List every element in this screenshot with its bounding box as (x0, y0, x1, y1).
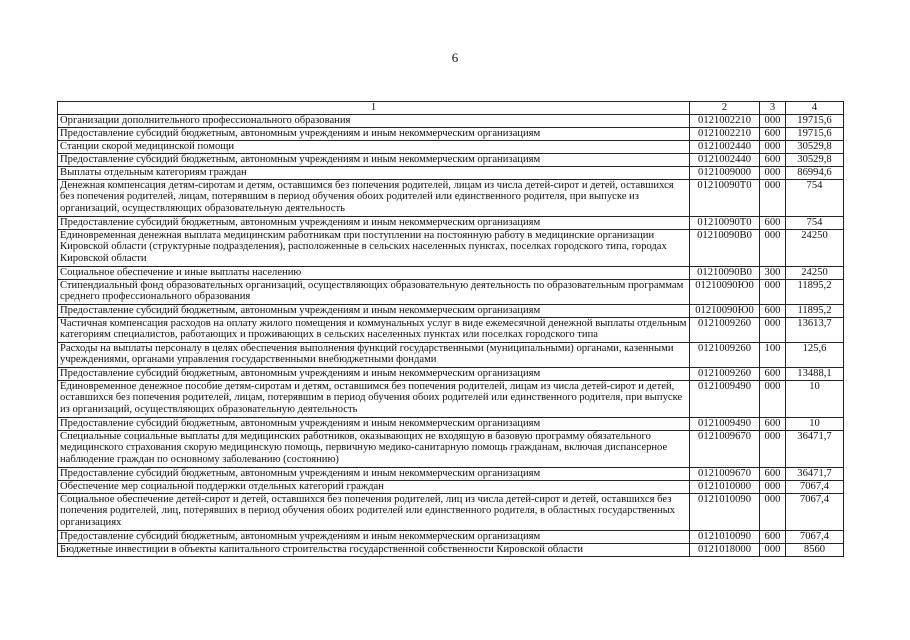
row-amount-cell: 7067,4 (786, 530, 844, 543)
table-header-row (58, 102, 844, 115)
row-name-cell: Обеспечение мер социальной поддержки отдельных категорий граждан (58, 480, 690, 493)
table-row (58, 229, 844, 266)
row-type-cell: 000 (760, 493, 786, 530)
row-amount-cell: 19715,6 (786, 114, 844, 127)
table-row (58, 430, 844, 467)
row-name-cell: Единовременная денежная выплата медицинским работникам при поступлении на постоянную работу в медицинские организации Кировской области (структурные подразделения), расположенные в сельских населенных пунктах, поселках городского типа, городах Кировской области (58, 229, 690, 266)
table-row (58, 342, 844, 367)
row-type-cell: 000 (760, 179, 786, 216)
row-name-cell: Предоставление субсидий бюджетным, автономным учреждениям и иным некоммерческим организациям (58, 127, 690, 140)
row-code-cell: 0121002210 (690, 127, 760, 140)
table-row (58, 153, 844, 166)
row-code-cell: 01210090В0 (690, 266, 760, 279)
header-col-1: 1 (58, 102, 690, 115)
row-code-cell: 0121002440 (690, 153, 760, 166)
row-type-cell: 000 (760, 480, 786, 493)
row-code-cell: 0121010090 (690, 493, 760, 530)
table-row (58, 380, 844, 417)
row-type-cell: 000 (760, 279, 786, 304)
row-type-cell: 000 (760, 114, 786, 127)
row-name-cell: Выплаты отдельным категориям граждан (58, 166, 690, 179)
table-row (58, 114, 844, 127)
row-type-cell: 600 (760, 153, 786, 166)
row-amount-cell: 13488,1 (786, 367, 844, 380)
row-type-cell: 600 (760, 216, 786, 229)
row-code-cell: 0121002440 (690, 140, 760, 153)
row-name-cell: Предоставление субсидий бюджетным, автономным учреждениям и иным некоммерческим организациям (58, 153, 690, 166)
row-code-cell: 01210090Т0 (690, 216, 760, 229)
row-type-cell: 600 (760, 530, 786, 543)
header-col-2: 2 (690, 102, 760, 115)
row-amount-cell: 7067,4 (786, 480, 844, 493)
row-code-cell: 0121009260 (690, 342, 760, 367)
row-type-cell: 000 (760, 166, 786, 179)
row-amount-cell: 11895,2 (786, 279, 844, 304)
table-row (58, 493, 844, 530)
table-row (58, 216, 844, 229)
table-row (58, 127, 844, 140)
table-row (58, 543, 844, 556)
row-code-cell: 0121009000 (690, 166, 760, 179)
row-amount-cell: 754 (786, 216, 844, 229)
row-name-cell: Социальное обеспечение и иные выплаты населению (58, 266, 690, 279)
row-name-cell: Единовременное денежное пособие детям-сиротам и детям, оставшимся без попечения родителей, лицам из числа детей-сирот и детей, оставшихся без попечения родителей, лицам, потерявшим в период обучения обоих родителей или единственного родителя, при выпуске из организаций, осуществляющих образовательную деятельность (58, 380, 690, 417)
row-code-cell: 01210090В0 (690, 229, 760, 266)
row-name-cell: Расходы на выплаты персоналу в целях обеспечения выполнения функций государственными (муниципальными) органами, казенными учреждениями, органами управления государственными внебюджетными фондами (58, 342, 690, 367)
row-amount-cell: 30529,8 (786, 153, 844, 166)
row-amount-cell: 10 (786, 380, 844, 417)
row-amount-cell: 754 (786, 179, 844, 216)
row-type-cell: 000 (760, 140, 786, 153)
row-name-cell: Предоставление субсидий бюджетным, автономным учреждениям и иным некоммерческим организациям (58, 467, 690, 480)
row-amount-cell: 7067,4 (786, 493, 844, 530)
row-code-cell: 0121009260 (690, 317, 760, 342)
budget-table (57, 101, 844, 557)
page-number: 6 (451, 50, 459, 65)
row-amount-cell: 19715,6 (786, 127, 844, 140)
row-name-cell: Предоставление субсидий бюджетным, автономным учреждениям и иным некоммерческим организациям (58, 417, 690, 430)
row-name-cell: Бюджетные инвестиции в объекты капитального строительства государственной собственности Кировской области (58, 543, 690, 556)
row-code-cell: 0121010090 (690, 530, 760, 543)
table-row (58, 179, 844, 216)
row-type-cell: 600 (760, 417, 786, 430)
row-type-cell: 000 (760, 317, 786, 342)
row-name-cell: Социальное обеспечение детей-сирот и детей, оставшихся без попечения родителей, лиц из числа детей-сирот и детей, оставшихся без попечения родителей, лиц, потерявших в период обучения обоих родителей или единственного родителя, в областных государственных организациях (58, 493, 690, 530)
row-amount-cell: 13613,7 (786, 317, 844, 342)
row-type-cell: 600 (760, 367, 786, 380)
row-name-cell: Денежная компенсация детям-сиротам и детям, оставшимся без попечения родителей, лицам из числа детей-сирот и детей, оставшихся без попечения родителей, лицам, потерявшим в период обучения обоих родителей или единственного родителя, при выпуске из организаций, осуществляющих образовательную деятельность (58, 179, 690, 216)
row-type-cell: 000 (760, 229, 786, 266)
header-col-3: 3 (760, 102, 786, 115)
row-code-cell: 0121009490 (690, 417, 760, 430)
row-amount-cell: 10 (786, 417, 844, 430)
row-amount-cell: 86994,6 (786, 166, 844, 179)
row-amount-cell: 36471,7 (786, 467, 844, 480)
table-row (58, 140, 844, 153)
row-type-cell: 600 (760, 467, 786, 480)
row-code-cell: 0121009260 (690, 367, 760, 380)
row-amount-cell: 30529,8 (786, 140, 844, 153)
row-name-cell: Предоставление субсидий бюджетным, автономным учреждениям и иным некоммерческим организациям (58, 530, 690, 543)
row-code-cell: 01210090Ю0 (690, 279, 760, 304)
row-name-cell: Предоставление субсидий бюджетным, автономным учреждениям и иным некоммерческим организациям (58, 216, 690, 229)
row-amount-cell: 11895,2 (786, 304, 844, 317)
row-name-cell: Специальные социальные выплаты для медицинских работников, оказывающих не входящую в базовую программу обязательного медицинского страхования скорую медицинскую помощь, первичную медико-санитарную помощь гражданам, включая диспансерное наблюдение граждан по основному заболеванию (состоянию) (58, 430, 690, 467)
table-row (58, 279, 844, 304)
row-amount-cell: 8560 (786, 543, 844, 556)
row-code-cell: 01210090Т0 (690, 179, 760, 216)
row-name-cell: Организации дополнительного профессионального образования (58, 114, 690, 127)
row-name-cell: Станции скорой медицинской помощи (58, 140, 690, 153)
row-name-cell: Стипендиальный фонд образовательных организаций, осуществляющих образовательную деятельность по образовательным программам среднего профессионального образования (58, 279, 690, 304)
row-type-cell: 300 (760, 266, 786, 279)
row-type-cell: 000 (760, 543, 786, 556)
row-type-cell: 600 (760, 304, 786, 317)
table-row (58, 530, 844, 543)
header-col-4: 4 (786, 102, 844, 115)
table-row (58, 367, 844, 380)
table-row (58, 266, 844, 279)
row-code-cell: 0121009670 (690, 467, 760, 480)
row-name-cell: Частичная компенсация расходов на оплату жилого помещения и коммунальных услуг в виде ежемесячной денежной выплаты отдельным категориям специалистов, работающих и проживающих в сельских населенных пунктах или поселках городского типа (58, 317, 690, 342)
row-name-cell: Предоставление субсидий бюджетным, автономным учреждениям и иным некоммерческим организациям (58, 367, 690, 380)
table-row (58, 304, 844, 317)
table-row (58, 480, 844, 493)
row-code-cell: 0121002210 (690, 114, 760, 127)
row-code-cell: 0121010000 (690, 480, 760, 493)
row-name-cell: Предоставление субсидий бюджетным, автономным учреждениям и иным некоммерческим организациям (58, 304, 690, 317)
row-amount-cell: 36471,7 (786, 430, 844, 467)
row-type-cell: 600 (760, 127, 786, 140)
row-type-cell: 000 (760, 430, 786, 467)
row-amount-cell: 24250 (786, 229, 844, 266)
row-code-cell: 0121009670 (690, 430, 760, 467)
table-row (58, 467, 844, 480)
row-type-cell: 000 (760, 380, 786, 417)
budget-table-body (58, 102, 844, 557)
row-type-cell: 100 (760, 342, 786, 367)
row-code-cell: 0121018000 (690, 543, 760, 556)
row-amount-cell: 125,6 (786, 342, 844, 367)
row-code-cell: 01210090Ю0 (690, 304, 760, 317)
table-row (58, 166, 844, 179)
table-row (58, 417, 844, 430)
row-code-cell: 0121009490 (690, 380, 760, 417)
table-row (58, 317, 844, 342)
row-amount-cell: 24250 (786, 266, 844, 279)
